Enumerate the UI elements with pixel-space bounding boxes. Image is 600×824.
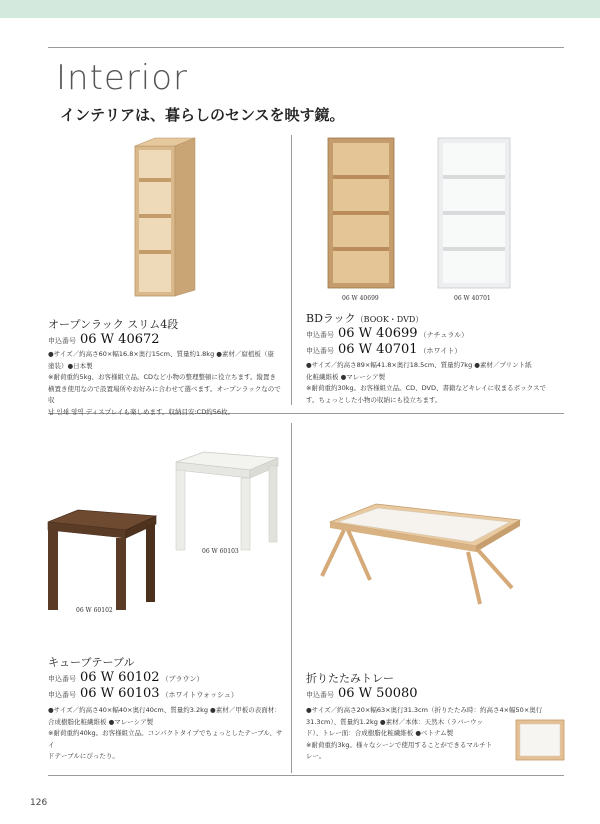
tray-code: 06 W 50080 — [338, 686, 418, 701]
cube-table-description — [48, 705, 288, 763]
cube-table-variant-2: （ホワイトウォッシュ） — [161, 691, 238, 699]
tray-description — [306, 705, 543, 763]
cube-table-caption-brown: 06 W 60102 — [76, 607, 113, 614]
cube-table-brown-image — [48, 510, 158, 612]
bd-rack-code-1: 06 W 40699 — [338, 326, 418, 341]
bd-rack-item-row-2 — [306, 342, 461, 357]
bd-rack-name: BDラック — [306, 312, 356, 325]
desc-line: ●サイズ／約高さ89×幅41.8×奥行18.5cm、質量約7kg ●素材／プリント紙 — [306, 361, 532, 369]
desc-line: ※耐荷重約40kg。お客様組立品。コンパクトタイプでちょっとしたテーブル、サイ — [48, 729, 283, 749]
open-rack-name: オープンラック スリム4段 — [48, 318, 179, 331]
item-no-label: 申込番号 — [48, 675, 76, 683]
item-no-label: 申込番号 — [306, 331, 334, 339]
divider-vertical-bottom — [291, 423, 292, 773]
bd-rack-variant-1: （ナチュラル） — [419, 331, 469, 339]
bottom-rule — [48, 775, 564, 776]
item-no-label: 申込番号 — [48, 691, 76, 699]
open-rack-code: 06 W 40672 — [80, 332, 160, 347]
page-title: Interior — [56, 58, 189, 98]
desc-line: レー。 — [306, 752, 326, 760]
top-rule — [48, 47, 564, 48]
desc-line: ※耐荷重約30kg。お客様組立品。CD、DVD、書籍などキレイに収まるボックスで — [306, 384, 547, 392]
divider-vertical-top — [291, 135, 292, 405]
tray-name: 折りたたみトレー — [306, 672, 394, 685]
desc-line: 납 인쇄 영역 ディスプレイも楽しめます。収納目安:CD約56枚。 — [48, 407, 234, 416]
desc-line: ド）、トレー面：合成樹脂化粧繊維板 ●ベトナム製 — [306, 729, 454, 737]
bd-rack-name-row — [306, 310, 423, 326]
bd-rack-code-2: 06 W 40701 — [338, 342, 418, 357]
bd-rack-caption-natural: 06 W 40699 — [342, 295, 379, 302]
header-band — [0, 0, 600, 18]
bd-rack-natural-image — [328, 138, 398, 290]
desc-line: 塗装）●日本製 — [48, 361, 93, 370]
desc-line: 31.3cm）、質量約1.2kg ●素材／本体：天然木（ラバーウッ — [306, 717, 483, 726]
item-no-label: 申込番号 — [306, 691, 334, 699]
bd-rack-caption-white: 06 W 40701 — [454, 295, 491, 302]
page-subtitle: インテリアは、暮らしのセンスを映す鏡。 — [60, 106, 345, 124]
item-no-label: 申込番号 — [306, 347, 334, 355]
page-number: 126 — [30, 798, 48, 808]
desc-line: ●サイズ／約高さ40×幅40×奥行40cm、質量約3.2kg ●素材／甲板の表面材： — [48, 706, 281, 714]
desc-line: ●サイズ／約高さ60×幅16.8×奥行15cm、質量約1.8kg ●素材／腐植板（康 — [48, 350, 274, 358]
tray-item-row — [306, 686, 418, 701]
cube-table-caption-white: 06 W 60103 — [202, 548, 239, 555]
desc-line: ※耐荷重約5kg、お客様組立品。CDなど小物の整理整頓に役立ちます。縦置き — [48, 373, 276, 381]
tray-folded-image — [516, 720, 566, 764]
bd-rack-description — [306, 360, 568, 406]
cube-table-item-row-2 — [48, 686, 238, 701]
desc-line: す。ちょっとした小物の収納にも役立ちます。 — [306, 395, 442, 404]
cube-table-white-image — [172, 452, 282, 552]
desc-line: 横置き使用なので設置場所やお好みに合わせて選べます。オープンラックなので収 — [48, 384, 281, 404]
bd-rack-variant-2: （ホワイト） — [419, 347, 462, 355]
open-rack-image — [135, 138, 195, 303]
desc-line: ドテーブルにぴったり。 — [48, 752, 119, 760]
bd-rack-white-image — [438, 138, 513, 290]
desc-line: 化粧繊維板 ●マレーシア製 — [306, 372, 386, 381]
cube-table-code-2: 06 W 60103 — [80, 686, 160, 701]
item-no-label: 申込番号 — [48, 337, 76, 345]
desc-line: 合成樹脂化粧繊維板 ●マレーシア製 — [48, 717, 154, 726]
cube-table-code-1: 06 W 60102 — [80, 670, 160, 685]
desc-line: ●サイズ／約高さ20×幅63×奥行31.3cm（折りたたみ時：約高さ4×幅50×奥行 — [306, 706, 543, 714]
open-rack-item-row — [48, 332, 160, 347]
cube-table-name: キューブテーブル — [48, 656, 135, 669]
cube-table-variant-1: （ブラウン） — [161, 675, 204, 683]
bd-rack-name-sub: （BOOK・DVD） — [355, 315, 424, 324]
folding-tray-image — [318, 500, 523, 610]
open-rack-description — [48, 349, 284, 418]
desc-line: ※耐荷重約3kg。様々なシーンで使用することができるマルチト — [306, 740, 493, 749]
bd-rack-item-row-1 — [306, 326, 468, 341]
cube-table-item-row-1 — [48, 670, 204, 685]
